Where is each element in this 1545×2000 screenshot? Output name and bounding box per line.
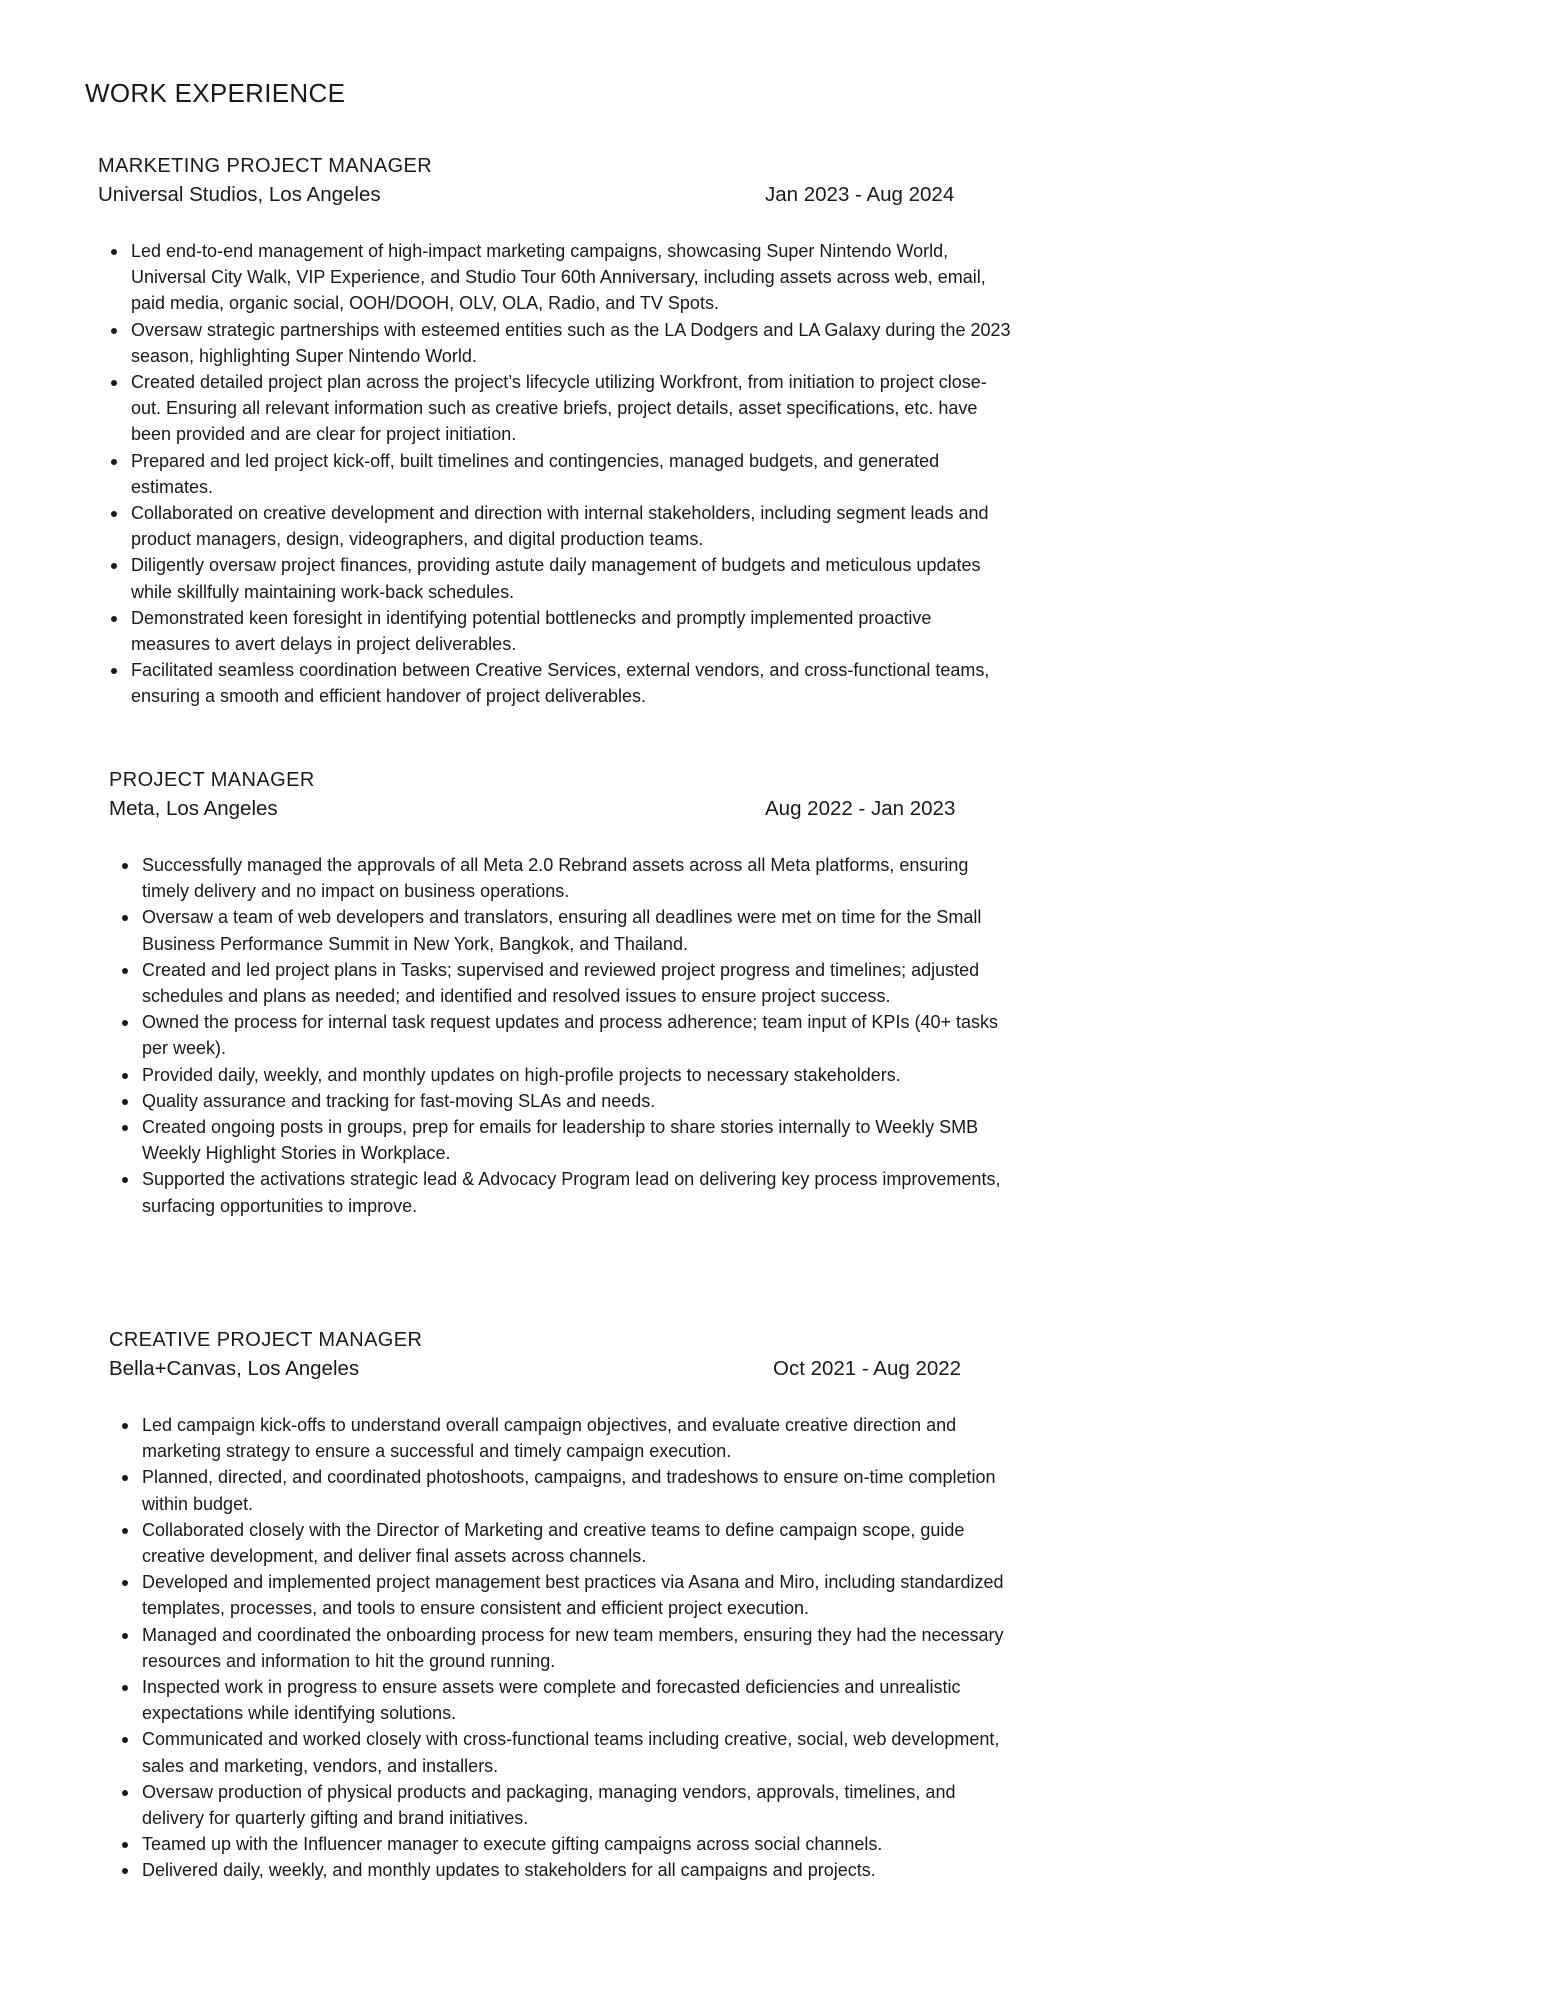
bullet-item: Owned the process for internal task request updates and process adherence; team input of KPIs (40+ tasks per week). [142, 1009, 1007, 1061]
job-title: CREATIVE PROJECT MANAGER [109, 1329, 423, 1351]
bullet-item: Managed and coordinated the onboarding process for new team members, ensuring they had the necessary resources and information to hit the ground running. [142, 1622, 1010, 1674]
bullet-item: Successfully managed the approvals of all Meta 2.0 Rebrand assets across all Meta platforms, ensuring timely delivery and no impact on business operations. [142, 852, 1007, 904]
bullet-item: Demonstrated keen foresight in identifying potential bottlenecks and promptly implemented proactive measures to avert delays in project deliverables. [131, 605, 1011, 657]
bullet-item: Led campaign kick-offs to understand overall campaign objectives, and evaluate creative direction and marketing strategy to ensure a successful and timely campaign execution. [142, 1412, 1010, 1464]
job-company: Meta, Los Angeles [109, 797, 278, 820]
bullet-item: Inspected work in progress to ensure assets were complete and forecasted deficiencies and unrealistic expectations while identifying solutions. [142, 1674, 1010, 1726]
job-dates: Aug 2022 - Jan 2023 [765, 797, 956, 820]
job-title: MARKETING PROJECT MANAGER [98, 155, 433, 177]
section-title: WORK EXPERIENCE [85, 78, 346, 108]
job-meta [109, 794, 1039, 824]
job-bullets [109, 1412, 1010, 1884]
bullet-item: Created detailed project plan across the project’s lifecycle utilizing Workfront, from initiation to project close-out. Ensuring all relevant information such as creative briefs, project details, asset specifications, etc. have been provided and are clear for project initiation. [131, 369, 1011, 448]
job-entry [98, 152, 1028, 710]
bullet-item: Diligently oversaw project finances, providing astute daily management of budgets and meticulous updates while skillfully maintaining work-back schedules. [131, 552, 1011, 604]
bullet-item: Supported the activations strategic lead & Advocacy Program lead on delivering key process improvements, surfacing opportunities to improve. [142, 1166, 1007, 1218]
job-meta [98, 180, 1028, 210]
bullet-item: Collaborated on creative development and direction with internal stakeholders, including segment leads and product managers, design, videographers, and digital production teams. [131, 500, 1011, 552]
bullet-item: Collaborated closely with the Director of Marketing and creative teams to define campaign scope, guide creative development, and deliver final assets across channels. [142, 1517, 1010, 1569]
job-dates: Oct 2021 - Aug 2022 [773, 1357, 962, 1380]
job-entry [109, 766, 1039, 1219]
bullet-item: Facilitated seamless coordination between Creative Services, external vendors, and cross-functional teams, ensuring a smooth and efficient handover of project deliverables. [131, 657, 1011, 709]
job-bullets [109, 852, 1007, 1219]
bullet-item: Prepared and led project kick-off, built timelines and contingencies, managed budgets, and generated estimates. [131, 448, 1011, 500]
bullet-item: Teamed up with the Influencer manager to execute gifting campaigns across social channels. [142, 1831, 1010, 1857]
bullet-item: Led end-to-end management of high-impact marketing campaigns, showcasing Super Nintendo World, Universal City Walk, VIP Experience, and Studio Tour 60th Anniversary, including assets across web, email, paid media, organic social, OOH/DOOH, OLV, OLA, Radio, and TV Spots. [131, 238, 1011, 317]
bullet-item: Created ongoing posts in groups, prep for emails for leadership to share stories internally to Weekly SMB Weekly Highlight Stories in Workplace. [142, 1114, 1007, 1166]
bullet-item: Quality assurance and tracking for fast-moving SLAs and needs. [142, 1088, 1007, 1114]
job-title: PROJECT MANAGER [109, 769, 315, 791]
bullet-item: Oversaw strategic partnerships with esteemed entities such as the LA Dodgers and LA Galaxy during the 2023 season, highlighting Super Nintendo World. [131, 317, 1011, 369]
bullet-item: Planned, directed, and coordinated photoshoots, campaigns, and tradeshows to ensure on-time completion within budget. [142, 1464, 1010, 1516]
bullet-item: Created and led project plans in Tasks; supervised and reviewed project progress and timelines; adjusted schedules and plans as needed; and identified and resolved issues to ensure project success. [142, 957, 1007, 1009]
bullet-item: Delivered daily, weekly, and monthly updates to stakeholders for all campaigns and projects. [142, 1857, 1010, 1883]
bullet-item: Communicated and worked closely with cross-functional teams including creative, social, web development, sales and marketing, vendors, and installers. [142, 1726, 1010, 1778]
bullet-item: Developed and implemented project management best practices via Asana and Miro, including standardized templates, processes, and tools to ensure consistent and efficient project execution. [142, 1569, 1010, 1621]
job-company: Universal Studios, Los Angeles [98, 183, 381, 206]
job-company: Bella+Canvas, Los Angeles [109, 1357, 360, 1380]
job-meta [109, 1354, 1039, 1384]
bullet-item: Oversaw a team of web developers and translators, ensuring all deadlines were met on time for the Small Business Performance Summit in New York, Bangkok, and Thailand. [142, 904, 1007, 956]
job-dates: Jan 2023 - Aug 2024 [765, 183, 955, 206]
bullet-item: Oversaw production of physical products and packaging, managing vendors, approvals, timelines, and delivery for quarterly gifting and brand initiatives. [142, 1779, 1010, 1831]
bullet-item: Provided daily, weekly, and monthly updates on high-profile projects to necessary stakeholders. [142, 1062, 1007, 1088]
job-entry [109, 1326, 1039, 1884]
job-bullets [98, 238, 1011, 710]
